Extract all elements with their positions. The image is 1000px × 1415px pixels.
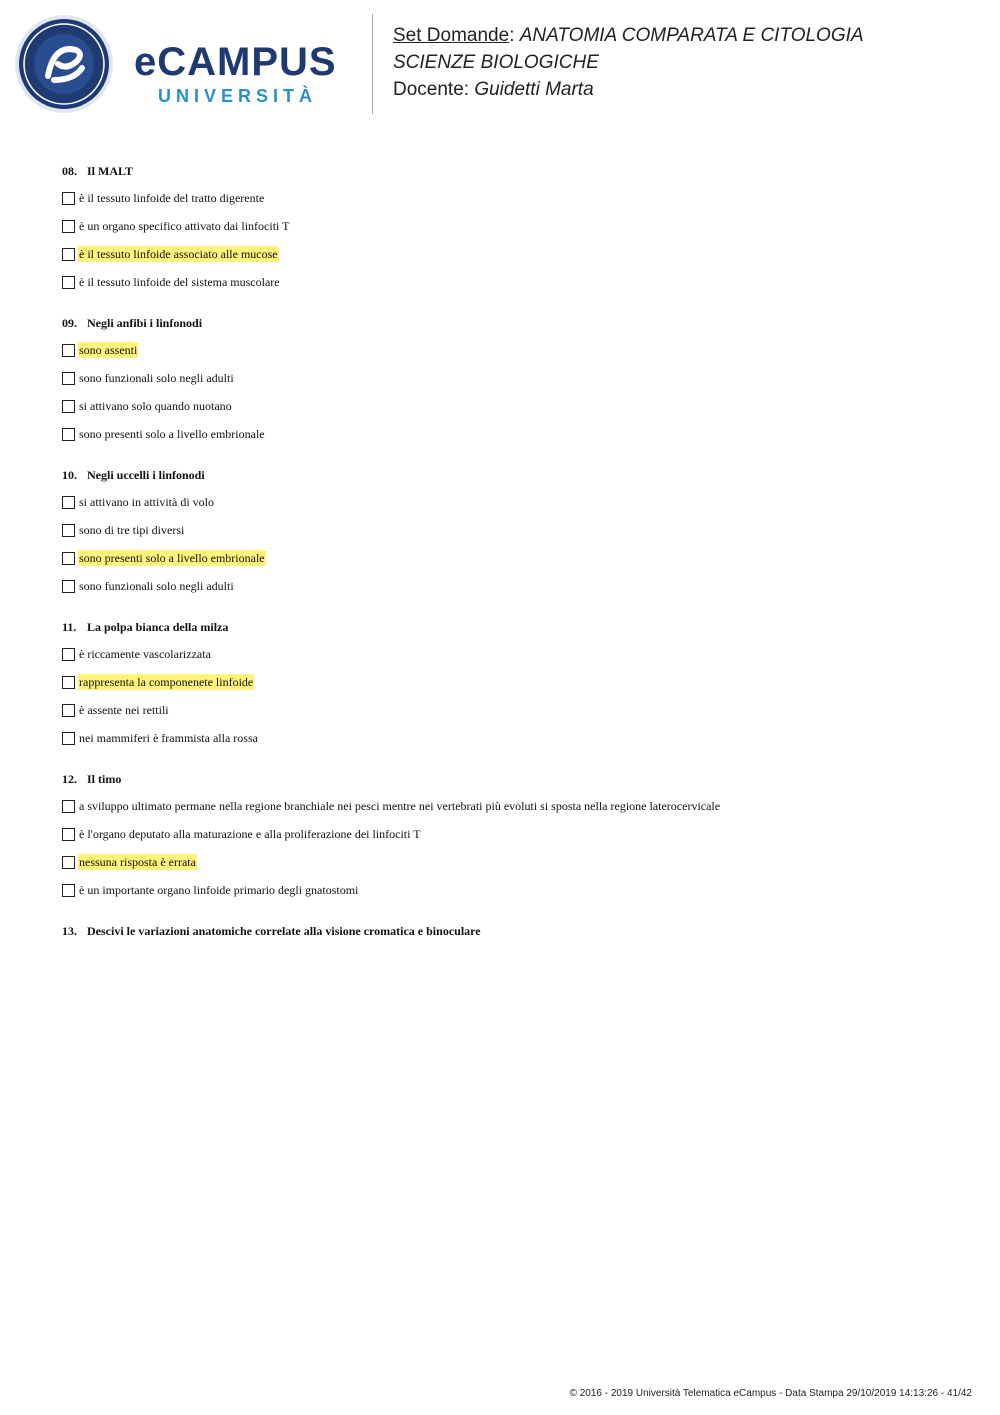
question-text: Negli uccelli i linfonodi [87, 468, 205, 482]
answer-text: è un organo specifico attivato dai linfociti T [79, 219, 290, 233]
answer-checkbox[interactable] [62, 800, 75, 813]
set-title: ANATOMIA COMPARATA E CITOLOGIA [519, 25, 864, 46]
question-block [62, 314, 962, 444]
question-number: 09. [62, 316, 77, 330]
answer-text: a sviluppo ultimato permane nella regione branchiale nei pesci mentre nei vertebrati più evoluti si sposta nella regione laterocervicale [79, 799, 721, 813]
question-block [62, 618, 962, 748]
question-block [62, 922, 962, 940]
answer-checkbox[interactable] [62, 676, 75, 689]
answer-checkbox[interactable] [62, 856, 75, 869]
answer-checkbox[interactable] [62, 524, 75, 537]
question-block [62, 770, 962, 900]
question-number: 11. [62, 620, 77, 634]
header-divider [372, 14, 373, 114]
answer-option[interactable] [62, 796, 962, 816]
brand-subtitle: UNIVERSITÀ [158, 86, 318, 106]
answer-checkbox[interactable] [62, 372, 75, 385]
answer-text: è assente nei rettili [79, 703, 169, 717]
answer-option[interactable] [62, 548, 962, 568]
question-list [62, 162, 962, 962]
question-text: Il timo [87, 772, 122, 786]
answer-checkbox[interactable] [62, 580, 75, 593]
answer-checkbox[interactable] [62, 704, 75, 717]
ecampus-seal-logo [14, 14, 114, 114]
answer-checkbox[interactable] [62, 428, 75, 441]
answer-checkbox[interactable] [62, 192, 75, 205]
set-label: Set Domande [393, 25, 510, 46]
answer-option[interactable] [62, 492, 962, 512]
page-header [0, 0, 1000, 130]
question-text: Descivi le variazioni anatomiche correlate alla visione cromatica e binoculare [87, 924, 481, 938]
answer-option[interactable] [62, 424, 962, 444]
brand-wordmark [134, 42, 337, 107]
brand-name: eCAMPUS [134, 40, 337, 84]
answer-option[interactable] [62, 672, 962, 692]
set-title-line: Set Domande: ANATOMIA COMPARATA E CITOLOGIA [393, 25, 864, 46]
answer-text: sono presenti solo a livello embrionale [79, 427, 265, 441]
question-title [62, 162, 962, 180]
answer-option[interactable] [62, 520, 962, 540]
answer-option[interactable] [62, 700, 962, 720]
answer-option[interactable] [62, 244, 962, 264]
answer-option[interactable] [62, 396, 962, 416]
answer-text: sono funzionali solo negli adulti [79, 371, 234, 385]
question-text: Il MALT [87, 164, 133, 178]
answer-text-highlighted: è il tessuto linfoide associato alle mucose [79, 247, 278, 261]
answer-text: è il tessuto linfoide del tratto digerente [79, 191, 265, 205]
question-title [62, 922, 962, 940]
answer-checkbox[interactable] [62, 276, 75, 289]
answer-text: sono di tre tipi diversi [79, 523, 185, 537]
answer-option[interactable] [62, 340, 962, 360]
course-name: SCIENZE BIOLOGICHE [393, 52, 599, 73]
answer-text-highlighted: nessuna risposta è errata [79, 855, 196, 869]
answer-checkbox[interactable] [62, 220, 75, 233]
answer-option[interactable] [62, 368, 962, 388]
answer-checkbox[interactable] [62, 344, 75, 357]
question-block [62, 466, 962, 596]
answer-option[interactable] [62, 644, 962, 664]
answer-text: si attivano in attività di volo [79, 495, 214, 509]
docente-name: Guidetti Marta [474, 79, 594, 100]
answer-text-highlighted: sono assenti [79, 343, 138, 357]
answer-checkbox[interactable] [62, 400, 75, 413]
question-number: 08. [62, 164, 77, 178]
answer-checkbox[interactable] [62, 884, 75, 897]
answer-checkbox[interactable] [62, 648, 75, 661]
answer-checkbox[interactable] [62, 732, 75, 745]
question-number: 13. [62, 924, 77, 938]
answer-text: si attivano solo quando nuotano [79, 399, 232, 413]
docente-line [393, 76, 864, 103]
answer-text: è riccamente vascolarizzata [79, 647, 211, 661]
answer-option[interactable] [62, 272, 962, 292]
answer-text: è l'organo deputato alla maturazione e alla proliferazione dei linfociti T [79, 827, 421, 841]
answer-text: sono funzionali solo negli adulti [79, 579, 234, 593]
question-title [62, 466, 962, 484]
answer-option[interactable] [62, 852, 962, 872]
answer-checkbox[interactable] [62, 828, 75, 841]
answer-text: è il tessuto linfoide del sistema muscolare [79, 275, 280, 289]
docente-label: Docente: [393, 79, 470, 100]
question-number: 10. [62, 468, 77, 482]
question-text: La polpa bianca della milza [87, 620, 229, 634]
answer-text: nei mammiferi è frammista alla rossa [79, 731, 258, 745]
answer-option[interactable] [62, 216, 962, 236]
answer-option[interactable] [62, 576, 962, 596]
answer-text: è un importante organo linfoide primario degli gnatostomi [79, 883, 359, 897]
answer-option[interactable] [62, 824, 962, 844]
answer-option[interactable] [62, 188, 962, 208]
answer-option[interactable] [62, 728, 962, 748]
page-footer: © 2016 - 2019 Università Telematica eCampus - Data Stampa 29/10/2019 14:13:26 - 41/42 [569, 1388, 972, 1399]
answer-checkbox[interactable] [62, 552, 75, 565]
question-text: Negli anfibi i linfonodi [87, 316, 203, 330]
answer-checkbox[interactable] [62, 496, 75, 509]
answer-text-highlighted: rappresenta la componenete linfoide [79, 675, 254, 689]
question-title [62, 770, 962, 788]
question-block [62, 162, 962, 292]
set-info [393, 22, 864, 103]
answer-checkbox[interactable] [62, 248, 75, 261]
question-number: 12. [62, 772, 77, 786]
question-title [62, 618, 962, 636]
answer-option[interactable] [62, 880, 962, 900]
question-title [62, 314, 962, 332]
answer-text-highlighted: sono presenti solo a livello embrionale [79, 551, 265, 565]
